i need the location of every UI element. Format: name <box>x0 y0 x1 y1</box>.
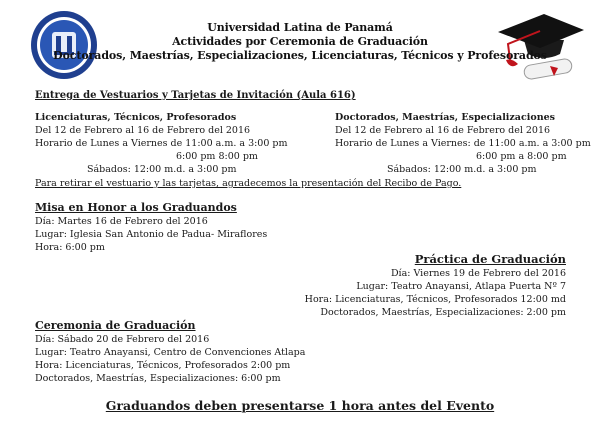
ceremonia-title: Ceremonia de Graduación <box>35 319 196 332</box>
ceremonia-day: Día: Sábado 20 de Febrero del 2016 <box>35 334 210 345</box>
misa-time: Hora: 6:00 pm <box>35 242 105 253</box>
ceremonia-place: Lugar: Teatro Anayansi, Centro de Convenciones Atlapa <box>35 347 306 358</box>
misa-place: Lugar: Iglesia San Antonio de Padua- Miraflores <box>35 229 268 240</box>
vestuarios-left-heading: Licenciaturas, Técnicos, Profesorados <box>35 112 237 123</box>
document-subtitle: Actividades por Ceremonia de Graduación <box>172 35 428 48</box>
vestuarios-note: Para retirar el vestuario y las tarjetas, agradecemos la presentación del Recibo de Pago. <box>35 178 462 189</box>
ceremonia-time1: Hora: Licenciaturas, Técnicos, Profesorados 2:00 pm <box>35 360 291 371</box>
vestuarios-left-dates: Del 12 de Febrero al 16 de Febrero del 2016 <box>35 125 251 136</box>
vestuarios-right-schedule2: 6:00 pm a 8:00 pm <box>476 151 567 162</box>
footer-notice: Graduandos deben presentarse 1 hora antes del Evento <box>105 398 495 413</box>
vestuarios-right-saturday: Sábados: 12:00 m.d. a 3:00 pm <box>387 164 537 175</box>
vestuarios-right-schedule1: Horario de Lunes a Viernes: de 11:00 a.m. a 3:00 pm <box>335 138 591 149</box>
vestuarios-title: Entrega de Vestuarios y Tarjetas de Invitación (Aula 616) <box>35 90 356 101</box>
practica-time1: Hora: Licenciaturas, Técnicos, Profesorados 12:00 md <box>304 294 566 305</box>
practica-day: Día: Viernes 19 de Febrero del 2016 <box>390 268 566 279</box>
misa-title: Misa en Honor a los Graduandos <box>35 201 237 214</box>
vestuarios-left-saturday: Sábados: 12:00 m.d. a 3:00 pm <box>87 164 237 175</box>
programs-line: Doctorados, Maestrías, Especializaciones, Licenciaturas, Técnicos y Profesorados <box>53 49 547 62</box>
ceremonia-time2: Doctorados, Maestrías, Especializaciones: 6:00 pm <box>35 373 281 384</box>
vestuarios-left-schedule2: 6:00 pm 8:00 pm <box>176 151 258 162</box>
vestuarios-right-dates: Del 12 de Febrero al 16 de Febrero del 2016 <box>335 125 551 136</box>
practica-time2: Doctorados, Maestrías, Especializaciones: 2:00 pm <box>320 307 566 318</box>
vestuarios-right-heading: Doctorados, Maestrías, Especializaciones <box>335 112 555 123</box>
vestuarios-left-schedule1: Horario de Lunes a Viernes de 11:00 a.m. a 3:00 pm <box>35 138 288 149</box>
practica-place: Lugar: Teatro Anayansi, Atlapa Puerta Nº 7 <box>356 281 566 292</box>
university-name: Universidad Latina de Panamá <box>207 21 393 34</box>
practica-title: Práctica de Graduación <box>414 252 566 266</box>
misa-day: Día: Martes 16 de Febrero del 2016 <box>35 216 208 227</box>
